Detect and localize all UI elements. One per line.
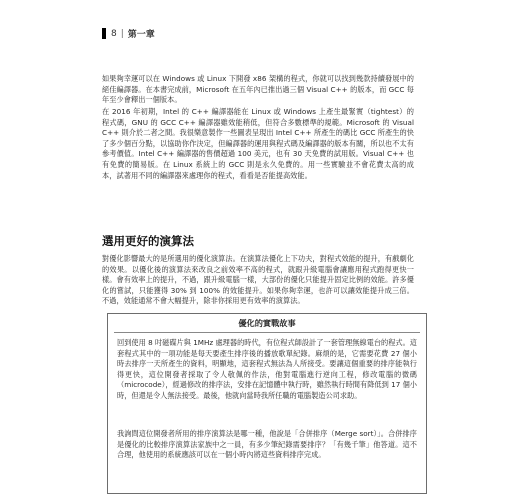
running-header [102,27,155,40]
header-marker [102,28,106,39]
sidebar-divider [114,332,420,333]
sidebar-paragraph: 我詢問這位開發者所用的排序演算法是哪一種，他說是「合併排序（Merge sort）」。合併排序是優化的比較排序演算法家族中之一員，有多少筆紀錄需要排序？「有幾千筆」他答道。這不合理，他使用的系統應該可以在一個小時內將這些資料排序完成。 [117,429,417,460]
paragraph-algorithms: 對優化影響最大的是所選用的優化演算法。在演算法優化上下功夫，對程式效能的提升，有戲劇化的效果。以優化後的演算法來改良之前效率不高的程式，就跟升級電腦會讓應用程式跑得更快一樣。會有效率上的提升，不過，跟升級電腦一樣，大部份的優化只能提升固定比例的效能。許多優化的嘗試，只能獲得 30% 到 100% 的效能提升。如果你夠幸運，也許可以讓效能提升成三倍。不過，效能通常不會大幅提升，除非你採用更有效率的演算法。 [102,254,414,306]
chapter-title: 第一章 [127,30,155,40]
sidebar-title: 優化的實戰故事 [238,318,296,328]
sidebar-paragraph: 回到使用 8 吋磁碟片與 1MHz 處理器的時代，有位程式師設計了一套管理無線電台的程式。這套程式其中的一項功能是每天要產生排序後的播放歌單紀錄。麻煩的是，它需要花費 27 個小時去排序一天所產生的資料，明顯地，這套程式無法為人所接受。要讓這個重要的排序能執行得更快，這位開發者採取了令人敬佩的作法，他對電腦進行逆向工程，修改電腦的微碼（microcode），經過修改的排序法，安排在記憶體中執行時，雖然執行時間有降低到 17 個小時，但還是令人無法接受。最後，他就向當時我所任職的電腦製造公司求助。 [117,338,417,400]
paragraph-compiler-comparison: 在 2016 年初期，Intel 的 C++ 編譯器能在 Linux 或 Windows 上產生最緊實（tightest）的程式碼，GNU 的 GCC C++ 編譯器雖效能稍低，但符合多數標準的規範。Microsoft 的 Visual C++ 則介於二者之間。我很樂意製作一些圖表呈現出 Intel C++ 所產生的碼比 GCC 所產生的快了多少個百分點，以協助你作決定，但編譯器的運用與程式碼及編譯器的版本有關，所以也不太有參考價值。Intel C++ 編譯器的售價超過 100 美元，也有 30 天免費的試用版。Visual C++ 也有免費的簡易版。在 Linux 系統上的 GCC 則是永久免費的。用一些實驗並不會花費太高的成本，試著用不同的編譯器來處理你的程式，看看是否能提高效能。 [102,107,414,180]
header-separator: | [120,28,124,39]
paragraph-compilers: 如果夠幸運可以在 Windows 或 Linux 下開發 x86 架構的程式，你就可以找到幾款持續發展中的絕佳編譯器。在本書完成前，Microsoft 在五年內已推出過三個 Visual C++ 的版本，而 GCC 每年至少會釋出一個版本。 [102,74,414,105]
page-number: 8 [111,28,117,39]
sidebar-box [107,313,427,494]
section-heading: 選用更好的演算法 [102,234,194,248]
